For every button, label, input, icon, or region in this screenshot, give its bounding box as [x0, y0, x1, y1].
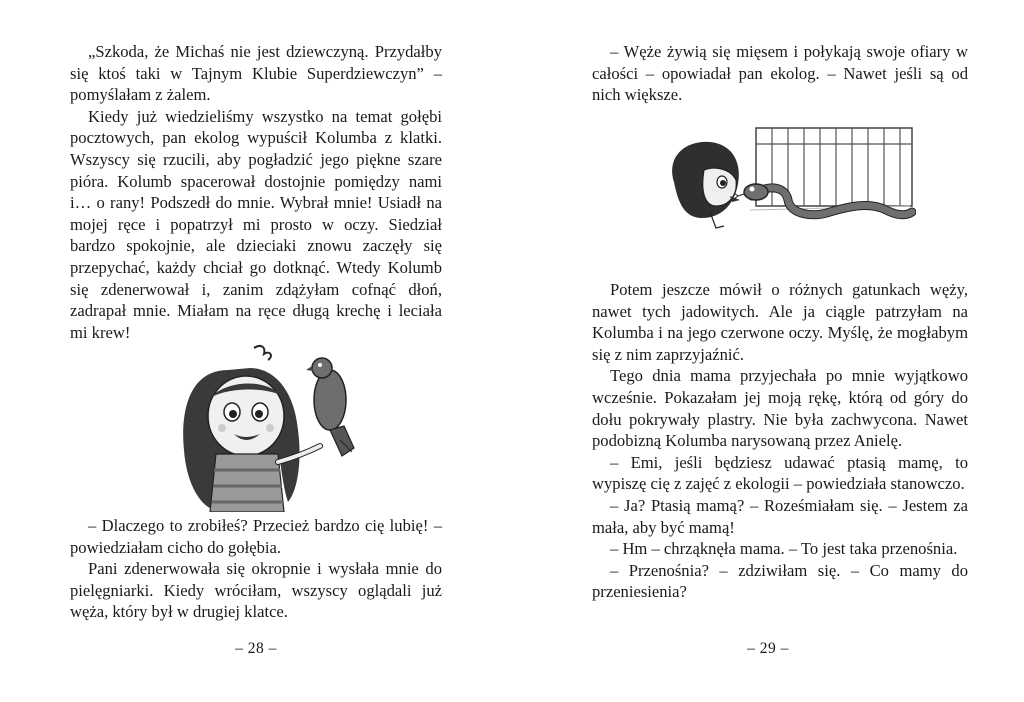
right-page	[512, 0, 1024, 702]
page-number: – 29 –	[747, 640, 789, 657]
right-top-text	[592, 41, 968, 106]
paragraph: Potem jeszcze mówił o różnych gatunkach węży, nawet tych jadowitych. Ale ja ciągle patrzyłam na Kolumba i na jego czerwone oczy. Myślę, że mogłabym się z nim zaprzyjaźnić.	[592, 280, 968, 364]
left-top-text	[70, 41, 442, 343]
right-bottom-text	[592, 279, 968, 603]
page-number: – 28 –	[235, 640, 277, 657]
paragraph: – Przenośnia? – zdziwiłam się. – Co mamy do przeniesienia?	[592, 560, 968, 602]
paragraph: „Szkoda, że Michaś nie jest dziewczyną. Przydałby się ktoś taki w Tajnym Klubie Superdziewczyn” – pomyślałam z żalem.	[70, 42, 442, 105]
girl-and-snake-illustration	[660, 126, 916, 238]
paragraph: Kiedy już wiedzieliśmy wszystko na temat gołębi pocztowych, pan ekolog wypuścił Kolumba z klatki. Wszyscy się rzucili, aby pogładzić jego piękne szare pióra. Kolumb spacerował dostojnie pomiędzy nami i… o rany! Podszedł do mnie. Wybrał mnie! Usiadł na mojej ręce i popatrzył mi prosto w oczy. Siedział bardzo spokojnie, ale dzieciaki znowu zaczęły się przepychać, każdy chciał go dotknąć. Wtedy Kolumb się zdenerwował i, zanim zdążyłam cofnąć dłoń, zadrapał mnie. Miałam na ręce długą krechę i leciała mi krew!	[70, 106, 442, 342]
paragraph: Pani zdenerwowała się okropnie i wysłała mnie do pielęgniarki. Kiedy wróciłam, wszyscy oglądali już węża, który był w drugiej klatce.	[70, 559, 442, 622]
paragraph: – Emi, jeśli będziesz udawać ptasią mamę, to wypiszę cię z zajęć z ekologii – powiedziała stanowczo.	[592, 452, 968, 494]
left-bottom-text	[70, 515, 442, 623]
paragraph: – Dlaczego to zrobiłeś? Przecież bardzo cię lubię! – powiedziałam cicho do gołębia.	[70, 516, 442, 557]
girl-with-pigeon-illustration	[170, 340, 370, 512]
paragraph: – Hm – chrząknęła mama. – To jest taka przenośnia.	[610, 539, 958, 559]
paragraph: – Ja? Ptasią mamą? – Roześmiałam się. – Jestem za mała, aby być mamą!	[592, 495, 968, 537]
paragraph: Tego dnia mama przyjechała po mnie wyjątkowo wcześnie. Pokazałam jej moją rękę, którą od góry do dołu pokrywały plastry. Nie była zachwycona. Nawet podobizną Kolumba narysowaną przez Anielę.	[592, 366, 968, 451]
paragraph: – Węże żywią się mięsem i połykają swoje ofiary w całości – opowiadał pan ekolog. – Nawet jeśli są od nich większe.	[592, 42, 968, 105]
